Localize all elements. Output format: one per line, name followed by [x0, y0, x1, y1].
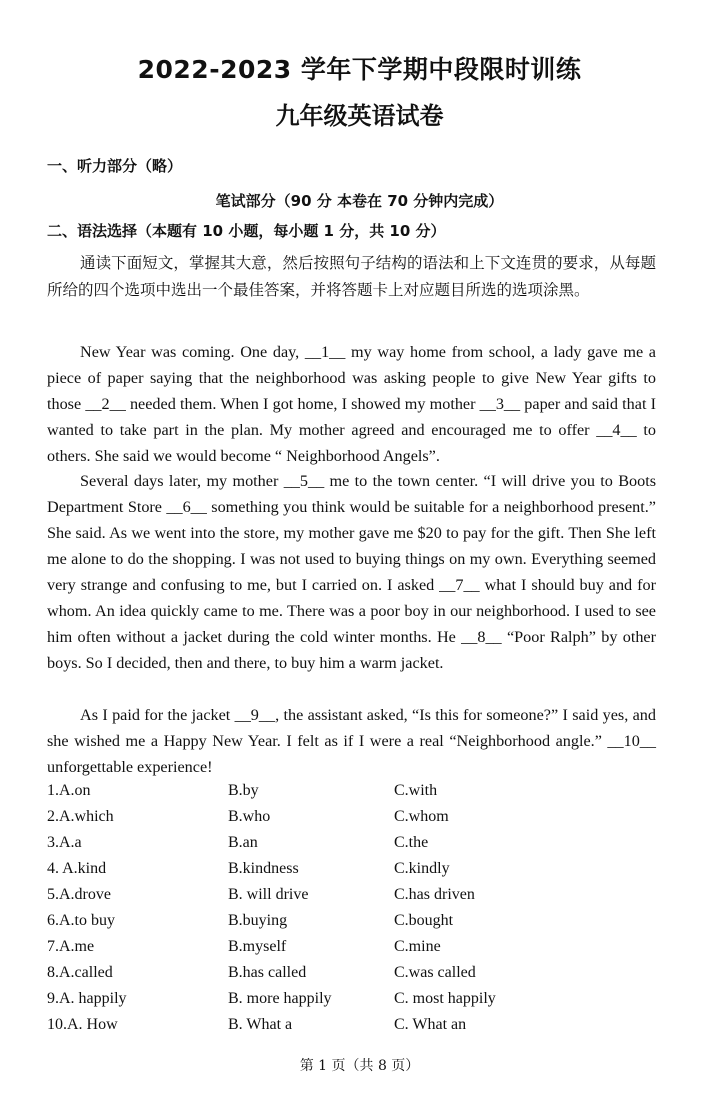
option-b: B.myself: [228, 938, 287, 955]
option-c: C.with: [394, 782, 438, 799]
option-b: B.an: [228, 834, 258, 851]
option-b: B.by: [228, 782, 259, 799]
option-b: B.who: [228, 808, 271, 825]
instructions-paragraph: 通读下面短文，掌握其大意，然后按照句子结构的语法和上下文连贯的要求，从每题所给的四个选项中选出一个最佳答案，并将答题卡上对应题目所选的选项涂黑。: [47, 254, 656, 299]
options-list: [47, 778, 667, 1038]
option-c: C.was called: [394, 964, 476, 981]
option-row-1: [47, 778, 667, 804]
option-row-6: [47, 908, 667, 934]
option-b: B.buying: [228, 912, 288, 929]
option-a: 7.A.me: [47, 938, 95, 955]
option-row-3: [47, 830, 667, 856]
option-row-10: [47, 1012, 667, 1038]
exam-subtitle: 九年级英语试卷: [275, 102, 444, 130]
option-c: C.mine: [394, 938, 441, 955]
option-b: B. more happily: [228, 990, 332, 1007]
option-b: B. will drive: [228, 886, 309, 903]
option-row-8: [47, 960, 667, 986]
option-c: C. most happily: [394, 990, 496, 1007]
option-row-2: [47, 804, 667, 830]
section-grammar-heading: 二、语法选择（本题有 10 小题，每小题 1 分，共 10 分）: [47, 222, 446, 240]
option-a: 5.A.drove: [47, 886, 111, 903]
option-a: 10.A. How: [47, 1016, 118, 1033]
option-c: C. What an: [394, 1016, 467, 1033]
option-row-4: [47, 856, 667, 882]
option-b: B.has called: [228, 964, 307, 981]
option-row-5: [47, 882, 667, 908]
option-c: C.bought: [394, 912, 454, 929]
option-a: 6.A.to buy: [47, 912, 115, 929]
passage-paragraph-3: As I paid for the jacket __9__, the assistant asked, “Is this for someone?” I said yes, and she wished me a Happy New Year. I felt as if I were a real “Neighborhood angle.” __10__ unforgettable experience!: [47, 706, 656, 776]
option-a: 9.A. happily: [47, 990, 127, 1007]
option-a: 8.A.called: [47, 964, 113, 981]
option-c: C.kindly: [394, 860, 450, 877]
option-a: 2.A.which: [47, 808, 114, 825]
passage-paragraph-1: New Year was coming. One day, __1__ my way home from school, a lady gave me a piece of paper saying that the neighborhood was asking people to give New Year gifts to those __2__ needed them. When I got home, I showed my mother __3__ paper and said that I wanted to take part in the plan. My mother agreed and encouraged me to offer __4__ to others. She said we would become “ Neighborhood Angels”.: [47, 343, 656, 465]
page-footer: 第 1 页（共 8 页）: [299, 1058, 420, 1074]
written-part-heading: 笔试部分（90 分 本卷在 70 分钟内完成）: [215, 192, 504, 210]
option-a: 4. A.kind: [47, 860, 107, 877]
passage-paragraph-2: Several days later, my mother __5__ me to the town center. “I will drive you to Boots Department Store __6__ something you think would be suitable for a neighborhood present.” She said. As we went into the store, my mother gave me $20 to pay for the gift. Then She left me alone to do the shopping. I was not used to buying things on my own. Everything seemed very strange and confusing to me, but I carried on. I asked __7__ what I should buy and for whom. An idea quickly came to me. There was a poor boy in our neighborhood. I used to see him often without a jacket during the cold winter months. He __8__ “Poor Ralph” by other boys. So I decided, then and there, to buy him a warm jacket.: [47, 472, 656, 672]
option-c: C.the: [394, 834, 429, 851]
exam-title: 2022-2023 学年下学期中段限时训练: [137, 55, 582, 84]
section-listening-heading: 一、听力部分（略）: [47, 157, 183, 175]
option-a: 3.A.a: [47, 834, 82, 851]
option-b: B.kindness: [228, 860, 299, 877]
option-a: 1.A.on: [47, 782, 91, 799]
option-c: C.whom: [394, 808, 449, 825]
option-row-9: [47, 986, 667, 1012]
option-row-7: [47, 934, 667, 960]
option-c: C.has driven: [394, 886, 475, 903]
option-b: B. What a: [228, 1016, 293, 1033]
